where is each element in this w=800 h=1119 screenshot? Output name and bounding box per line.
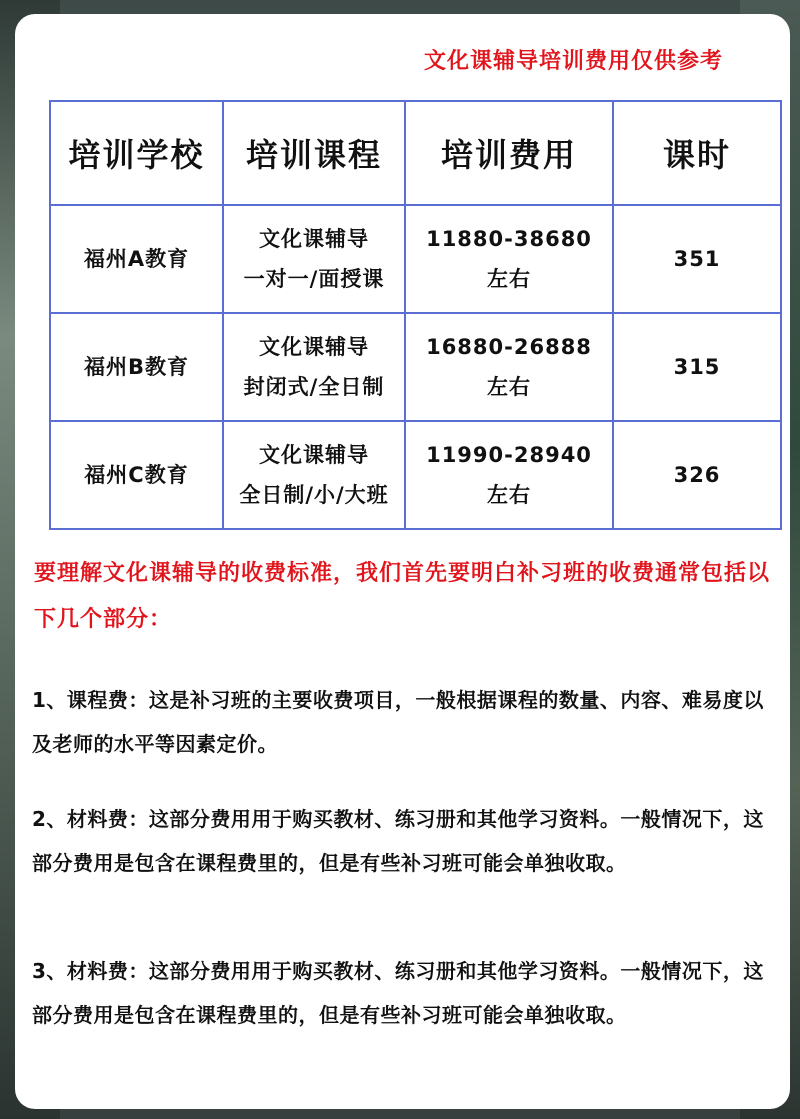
cell-course: [223, 205, 405, 313]
fee-table: [49, 100, 782, 530]
course-type: 封闭式/全日制: [243, 375, 385, 399]
table-header-row: [50, 101, 781, 205]
header-fee: 培训费用: [405, 101, 613, 205]
intro-paragraph: 要理解文化课辅导的收费标准，我们首先要明白补习班的收费通常包括以下几个部分：: [34, 561, 771, 632]
course-name: 文化课辅导: [259, 227, 369, 251]
header-hours: 课时: [613, 101, 781, 205]
cell-course: [223, 313, 405, 421]
page-title: 文化课辅导培训费用仅供参考: [423, 49, 723, 74]
table-row: [50, 421, 781, 529]
cell-school: 福州A教育: [50, 205, 223, 313]
fee-range: 11990-28940: [426, 443, 592, 467]
fee-item-paragraph: 3、材料费：这部分费用用于购买教材、练习册和其他学习资料。一般情况下，这部分费用是包含在课程费里的，但是有些补习班可能会单独收取。: [32, 959, 764, 1027]
cell-school: 福州B教育: [50, 313, 223, 421]
fee-range: 16880-26888: [426, 335, 592, 359]
course-type: 一对一/面授课: [243, 267, 385, 291]
course-type: 全日制/小/大班: [239, 483, 389, 507]
table-row: [50, 313, 781, 421]
cell-course: [223, 421, 405, 529]
cell-fee: [405, 421, 613, 529]
fee-note: 左右: [487, 375, 531, 399]
course-name: 文化课辅导: [259, 335, 369, 359]
header-course: 培训课程: [223, 101, 405, 205]
cell-hours: 326: [613, 421, 781, 529]
fee-range: 11880-38680: [426, 227, 592, 251]
header-school: 培训学校: [50, 101, 223, 205]
cell-hours: 351: [613, 205, 781, 313]
cell-hours: 315: [613, 313, 781, 421]
cell-fee: [405, 205, 613, 313]
course-name: 文化课辅导: [259, 443, 369, 467]
fee-note: 左右: [487, 267, 531, 291]
cell-school: 福州C教育: [50, 421, 223, 529]
fee-item-paragraph: 1、课程费：这是补习班的主要收费项目，一般根据课程的数量、内容、难易度以及老师的水平等因素定价。: [32, 688, 764, 756]
fee-item-paragraph: 2、材料费：这部分费用用于购买教材、练习册和其他学习资料。一般情况下，这部分费用是包含在课程费里的，但是有些补习班可能会单独收取。: [32, 807, 764, 875]
fee-note: 左右: [487, 483, 531, 507]
table-row: [50, 205, 781, 313]
cell-fee: [405, 313, 613, 421]
